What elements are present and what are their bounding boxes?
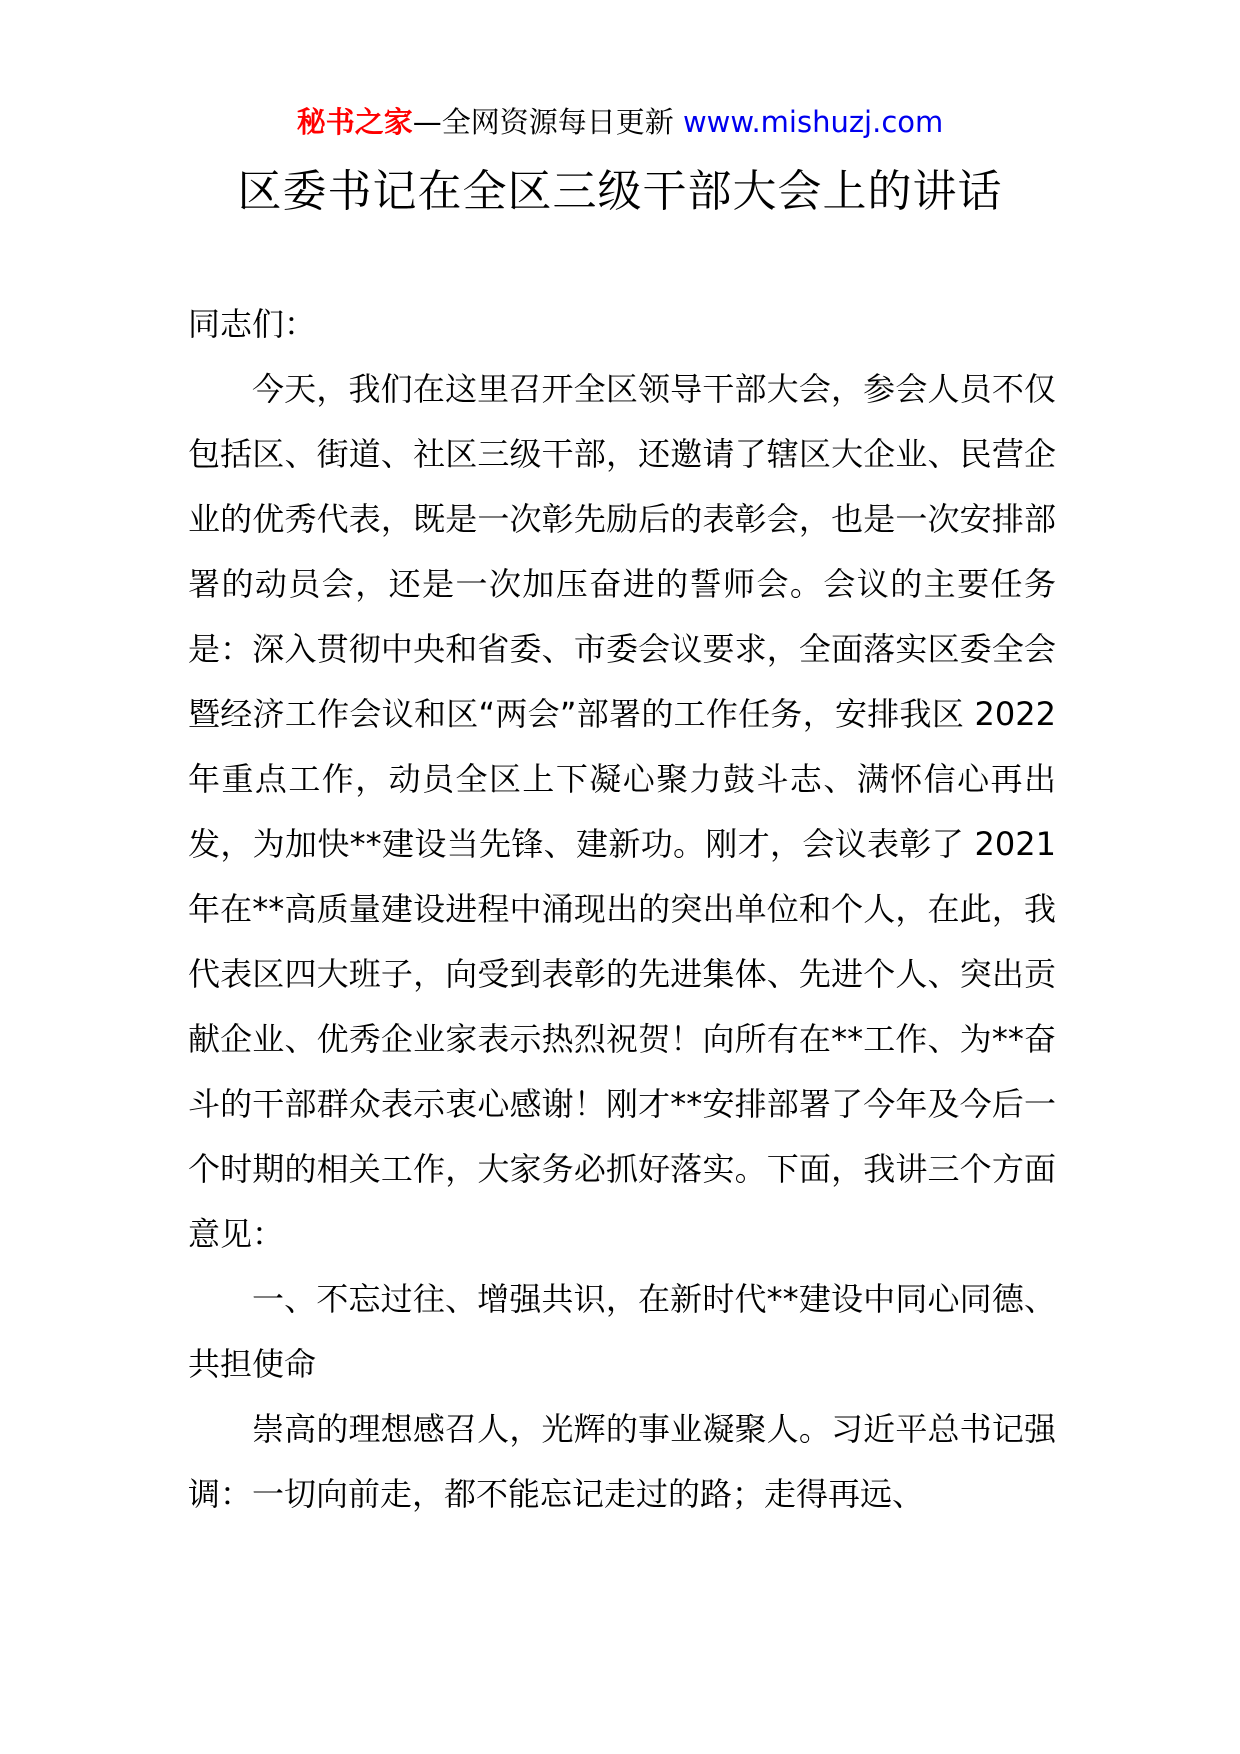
document-title: 区委书记在全区三级干部大会上的讲话 [237, 166, 1003, 217]
salutation: 同志们： [188, 305, 317, 343]
paragraph: 崇高的理想感召人，光辉的事业凝聚人。习近平总书记强调：一切向前走，都不能忘记走过的路；走得再远、 [188, 1410, 1056, 1513]
site-url-link[interactable]: www.mishuzj.com [682, 105, 944, 139]
section-heading: 一、不忘过往、增强共识，在新时代**建设中同心同德、共担使命 [188, 1280, 1056, 1383]
site-tagline: —全网资源每日更新 [412, 105, 683, 139]
paragraph: 今天，我们在这里召开全区领导干部大会，参会人员不仅包括区、街道、社区三级干部，还邀请了辖区大企业、民营企业的优秀代表，既是一次彰先励后的表彰会，也是一次安排部署的动员会，还是一次加压奋进的誓师会。会议的主要任务是：深入贯彻中央和省委、市委会议要求，全面落实区委全会暨经济工作会议和区“两会”部署的工作任务，安排我区 2022 年重点工作，动员全区上下凝心聚力鼓斗志、满怀信心再出发，为加快**建设当先锋、建新功。刚才，会议表彰了 2021 年在**高质量建设进程中涌现出的突出单位和个人，在此，我代表区四大班子，向受到表彰的先进集体、先进个人、突出贡献企业、优秀企业家表示热烈祝贺！向所有在**工作、为**奋斗的干部群众表示衷心感谢！刚才**安排部署了今年及今后一个时期的相关工作，大家务必抓好落实。下面，我讲三个方面意见： [188, 370, 1056, 1253]
document-body [188, 292, 1056, 1527]
site-header [0, 100, 1240, 144]
brand-name: 秘书之家 [296, 105, 413, 139]
